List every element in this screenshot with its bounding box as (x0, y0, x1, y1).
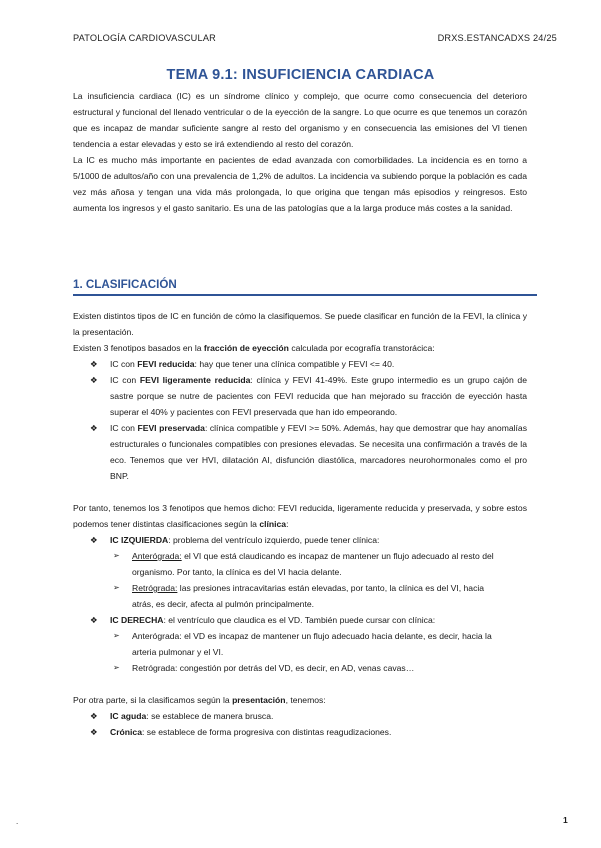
diamond-bullet-icon: ❖ (90, 711, 98, 721)
intro-paragraph-2: La IC es mucho más importante en pacientes de edad avanzada con comorbilidades. La incidencia es en torno a 5/1000 de adultos/año con una prevalencia de 1,2% de adultos. La incidencia va subiendo porque la población es cada vez más añosa y tengan una vida más prolongada, lo que origina que tengan más episodios y reingresos. Esto aumenta los ingresos y el gasto sanitario. Es una de las patologías que a la larga produce más costes a la sanidad. (73, 155, 527, 213)
arrow-bullet-icon: ➢ (113, 551, 120, 560)
section-title-clasificacion: 1. CLASIFICACIÓN (73, 278, 177, 291)
fenotipos-intro: Existen 3 fenotipos basados en la fracción de eyección calculada por ecografía transtorácica: (73, 343, 435, 353)
list-item: ❖ IC con FEVI reducida: hay que tener una clínica compatible y FEVI <= 40. (73, 356, 527, 372)
diamond-bullet-icon: ❖ (90, 727, 98, 737)
page-title: TEMA 9.1: INSUFICIENCIA CARDIACA (166, 67, 435, 83)
sub-list-item: ➢ Anterógrada: el VI que está claudicando es incapaz de mantener un flujo adecuado al resto del organismo. Por tanto, la clínica es del VI hacia delante. (73, 548, 527, 580)
arrow-bullet-icon: ➢ (113, 631, 120, 640)
intro-block (73, 88, 527, 216)
list-item: ❖ IC aguda: se establece de manera brusca. (73, 708, 527, 724)
diamond-bullet-icon: ❖ (90, 375, 98, 385)
header-left: PATOLOGÍA CARDIOVASCULAR (73, 33, 216, 43)
diamond-bullet-icon: ❖ (90, 615, 98, 625)
list-item: ❖ Crónica: se establece de forma progresiva con distintas reagudizaciones. (73, 724, 527, 740)
section-divider (73, 294, 537, 296)
header-right: DRXS.ESTANCADXS 24/25 (437, 33, 557, 43)
intro-paragraph-1: La insuficiencia cardiaca (IC) es un síndrome clínico y complejo, que ocurre como consecuencia del deterioro estructural y funcional del llenado ventricular o de la eyección de la sangre. Lo que ocurre es que tenemos un corazón que es incapaz de mandar suficiente sangre al resto del organismo y en consecuencia las emisiones del VI tienen tendencia a estar elevadas y esto se irá extendiendo al resto del corazón. (73, 91, 527, 149)
sub-list-item: ➢ Retrógrada: congestión por detrás del VD, es decir, en AD, venas cavas… (73, 660, 527, 676)
page-number: 1 (563, 815, 568, 825)
diamond-bullet-icon: ❖ (90, 535, 98, 545)
sub-list-item: ➢ Anterógrada: el VD es incapaz de mantener un flujo adecuado hacia delante, es decir, hacia la arteria pulmonar y el VI. (73, 628, 527, 660)
list-item: ❖ IC IZQUIERDA: problema del ventrículo izquierdo, puede tener clínica: (73, 532, 527, 548)
diamond-bullet-icon: ❖ (90, 423, 98, 433)
presentacion-intro: Por otra parte, si la clasificamos según la presentación, tenemos: (73, 695, 326, 705)
arrow-bullet-icon: ➢ (113, 663, 120, 672)
diamond-bullet-icon: ❖ (90, 359, 98, 369)
list-item: ❖ IC DERECHA: el ventrículo que claudica es el VD. También puede cursar con clínica: (73, 612, 527, 628)
list-item: ❖ IC con FEVI preservada: clínica compatible y FEVI >= 50%. Además, hay que demostrar que hay anomalías estructurales o funcionales compatibles con presiones elevadas. Se necesita una confirmación a través de la eco. Tenemos que ver HVI, dilatación AI, disfunción diastólica, marcadores neurohormonales como el pro BNP. (73, 420, 527, 484)
arrow-bullet-icon: ➢ (113, 583, 120, 592)
sub-list-item: ➢ Retrógrada: las presiones intracavitarias están elevadas, por tanto, la clínica es del VI, hacia atrás, es decir, afecta al pulmón principalmente. (73, 580, 527, 612)
clasificacion-block (73, 308, 527, 740)
clinica-intro: Por tanto, tenemos los 3 fenotipos que hemos dicho: FEVI reducida, ligeramente reducida y preservada, y sobre estos podemos tener distintas clasificaciones según la clínica: (73, 503, 527, 529)
footer-mark: . (16, 817, 19, 826)
list-item: ❖ IC con FEVI ligeramente reducida: clínica y FEVI 41-49%. Este grupo intermedio es un grupo cajón de sastre porque se nutre de pacientes con FEVI reducida que han mejorado su fracción de eyección hasta superar el 40% y pacientes con FEVI preservada que han ido empeorando. (73, 372, 527, 420)
clasificacion-intro: Existen distintos tipos de IC en función de cómo la clasifiquemos. Se puede clasificar en función de la FEVI, la clínica y la presentación. (73, 311, 527, 337)
